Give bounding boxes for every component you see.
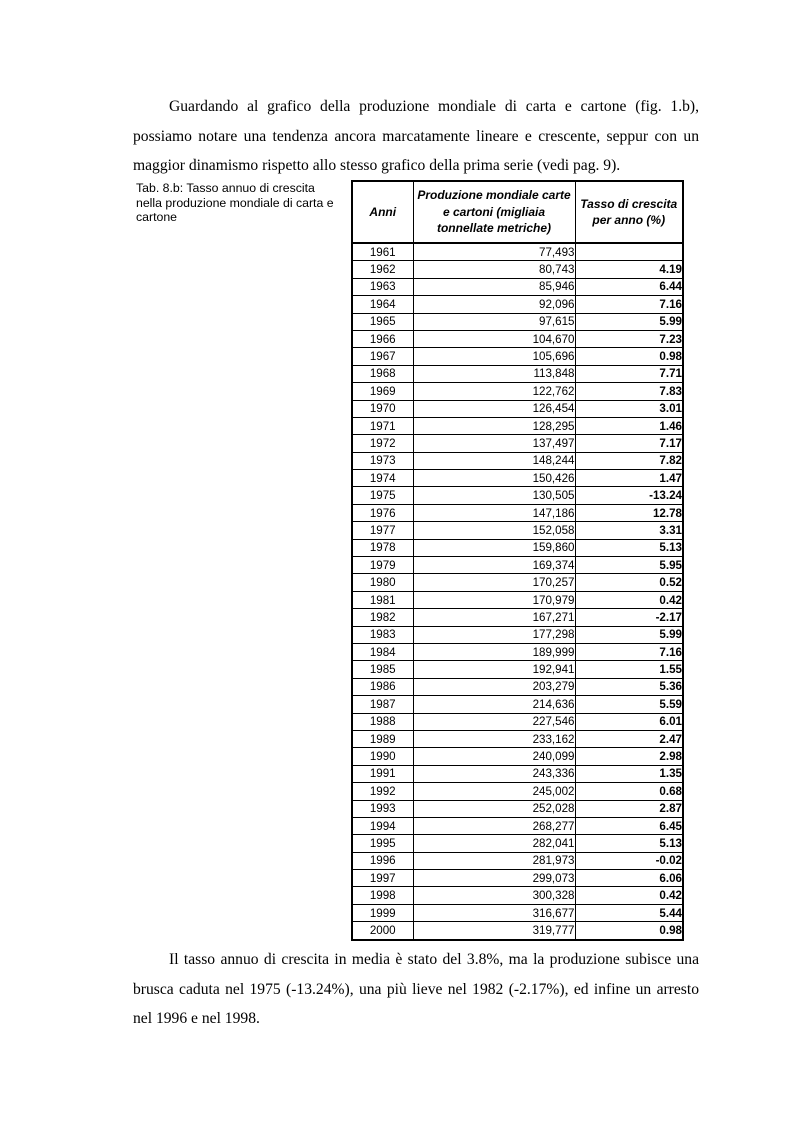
production-cell: 126,454 bbox=[413, 400, 575, 417]
growth-rate-cell: 6.06 bbox=[575, 870, 683, 887]
growth-rate-cell: 12.78 bbox=[575, 504, 683, 521]
intro-paragraph-text: Guardando al grafico della produzione mondiale di carta e cartone (fig. 1.b), possiamo notare una tendenza ancora marcatamente lineare e crescente, seppur con un maggior dinamismo rispetto allo stesso grafico della prima serie (vedi pag. 9). bbox=[133, 98, 699, 174]
header-production: Produzione mondiale carte e cartoni (migliaia tonnellate metriche) bbox=[413, 181, 575, 243]
production-cell: 299,073 bbox=[413, 870, 575, 887]
year-cell: 1971 bbox=[352, 417, 413, 434]
production-cell: 128,295 bbox=[413, 417, 575, 434]
table-row bbox=[352, 887, 683, 904]
year-cell: 1975 bbox=[352, 487, 413, 504]
year-cell: 1969 bbox=[352, 383, 413, 400]
year-cell: 1989 bbox=[352, 730, 413, 747]
growth-rate-cell: 4.19 bbox=[575, 261, 683, 278]
table-row bbox=[352, 748, 683, 765]
production-cell: 316,677 bbox=[413, 904, 575, 921]
growth-rate-cell: -13.24 bbox=[575, 487, 683, 504]
year-cell: 1990 bbox=[352, 748, 413, 765]
year-cell: 1980 bbox=[352, 574, 413, 591]
year-cell: 1976 bbox=[352, 504, 413, 521]
year-cell: 1988 bbox=[352, 713, 413, 730]
year-cell: 1972 bbox=[352, 435, 413, 452]
table-body bbox=[352, 243, 683, 940]
table-row bbox=[352, 713, 683, 730]
growth-rate-cell: 6.45 bbox=[575, 817, 683, 834]
table-row bbox=[352, 904, 683, 921]
growth-rate-cell: 2.98 bbox=[575, 748, 683, 765]
production-cell: 122,762 bbox=[413, 383, 575, 400]
year-cell: 1968 bbox=[352, 365, 413, 382]
growth-rate-cell: 5.99 bbox=[575, 626, 683, 643]
growth-rate-cell: 1.47 bbox=[575, 470, 683, 487]
production-cell: 282,041 bbox=[413, 835, 575, 852]
growth-rate-cell: 6.44 bbox=[575, 278, 683, 295]
year-cell: 1974 bbox=[352, 470, 413, 487]
production-cell: 152,058 bbox=[413, 522, 575, 539]
production-cell: 170,979 bbox=[413, 591, 575, 608]
growth-rate-cell: 7.83 bbox=[575, 383, 683, 400]
growth-rate-cell: 0.98 bbox=[575, 922, 683, 940]
year-cell: 1964 bbox=[352, 296, 413, 313]
production-cell: 97,615 bbox=[413, 313, 575, 330]
year-cell: 1978 bbox=[352, 539, 413, 556]
table-row bbox=[352, 643, 683, 660]
year-cell: 1997 bbox=[352, 870, 413, 887]
growth-rate-cell: 7.82 bbox=[575, 452, 683, 469]
year-cell: 1995 bbox=[352, 835, 413, 852]
production-cell: 177,298 bbox=[413, 626, 575, 643]
year-cell: 1991 bbox=[352, 765, 413, 782]
production-cell: 150,426 bbox=[413, 470, 575, 487]
production-cell: 268,277 bbox=[413, 817, 575, 834]
year-cell: 1999 bbox=[352, 904, 413, 921]
production-table bbox=[351, 180, 684, 941]
year-cell: 1973 bbox=[352, 452, 413, 469]
year-cell: 1983 bbox=[352, 626, 413, 643]
production-cell: 300,328 bbox=[413, 887, 575, 904]
production-cell: 245,002 bbox=[413, 783, 575, 800]
production-cell: 170,257 bbox=[413, 574, 575, 591]
growth-rate-cell: -2.17 bbox=[575, 609, 683, 626]
growth-rate-cell: 0.52 bbox=[575, 574, 683, 591]
production-cell: 92,096 bbox=[413, 296, 575, 313]
table-caption: Tab. 8.b: Tasso annuo di crescita nella produzione mondiale di carta e cartone bbox=[136, 181, 334, 224]
table-row bbox=[352, 261, 683, 278]
growth-rate-cell: 0.42 bbox=[575, 591, 683, 608]
growth-rate-cell: 5.44 bbox=[575, 904, 683, 921]
growth-rate-cell: 1.35 bbox=[575, 765, 683, 782]
table-row bbox=[352, 435, 683, 452]
table-row bbox=[352, 835, 683, 852]
year-cell: 1977 bbox=[352, 522, 413, 539]
table-row bbox=[352, 487, 683, 504]
table-row bbox=[352, 852, 683, 869]
production-cell: 137,497 bbox=[413, 435, 575, 452]
growth-rate-cell: 2.47 bbox=[575, 730, 683, 747]
year-cell: 1998 bbox=[352, 887, 413, 904]
table-row bbox=[352, 730, 683, 747]
production-cell: 130,505 bbox=[413, 487, 575, 504]
year-cell: 1992 bbox=[352, 783, 413, 800]
year-cell: 1993 bbox=[352, 800, 413, 817]
production-cell: 233,162 bbox=[413, 730, 575, 747]
header-years: Anni bbox=[352, 181, 413, 243]
growth-rate-cell: 6.01 bbox=[575, 713, 683, 730]
growth-rate-cell: 5.36 bbox=[575, 678, 683, 695]
growth-rate-cell: 5.59 bbox=[575, 696, 683, 713]
conclusion-paragraph-text: Il tasso annuo di crescita in media è stato del 3.8%, ma la produzione subisce una brusca caduta nel 1975 (-13.24%), una più lieve nel 1982 (-2.17%), ed infine un arresto nel 1996 e nel 1998. bbox=[133, 951, 699, 1027]
year-cell: 1987 bbox=[352, 696, 413, 713]
production-cell: 281,973 bbox=[413, 852, 575, 869]
production-cell: 203,279 bbox=[413, 678, 575, 695]
intro-paragraph bbox=[133, 92, 699, 181]
production-cell: 227,546 bbox=[413, 713, 575, 730]
growth-rate-cell bbox=[575, 243, 683, 261]
growth-rate-cell: 7.17 bbox=[575, 435, 683, 452]
year-cell: 1961 bbox=[352, 243, 413, 261]
growth-rate-cell: 2.87 bbox=[575, 800, 683, 817]
table-row bbox=[352, 626, 683, 643]
table-row bbox=[352, 470, 683, 487]
production-cell: 243,336 bbox=[413, 765, 575, 782]
table-row bbox=[352, 400, 683, 417]
growth-rate-cell: 1.46 bbox=[575, 417, 683, 434]
table-row bbox=[352, 870, 683, 887]
year-cell: 1965 bbox=[352, 313, 413, 330]
table-row bbox=[352, 817, 683, 834]
production-cell: 189,999 bbox=[413, 643, 575, 660]
production-cell: 169,374 bbox=[413, 557, 575, 574]
table-row bbox=[352, 348, 683, 365]
year-cell: 1979 bbox=[352, 557, 413, 574]
year-cell: 1996 bbox=[352, 852, 413, 869]
production-cell: 105,696 bbox=[413, 348, 575, 365]
production-cell: 252,028 bbox=[413, 800, 575, 817]
header-growth-rate: Tasso di crescita per anno (%) bbox=[575, 181, 683, 243]
table-row bbox=[352, 574, 683, 591]
growth-rate-cell: 7.71 bbox=[575, 365, 683, 382]
conclusion-paragraph bbox=[133, 945, 699, 1034]
year-cell: 1994 bbox=[352, 817, 413, 834]
year-cell: 1982 bbox=[352, 609, 413, 626]
table-row bbox=[352, 243, 683, 261]
table-row bbox=[352, 678, 683, 695]
year-cell: 2000 bbox=[352, 922, 413, 940]
table-row bbox=[352, 452, 683, 469]
table-row bbox=[352, 417, 683, 434]
growth-rate-cell: 0.68 bbox=[575, 783, 683, 800]
growth-rate-cell: 0.42 bbox=[575, 887, 683, 904]
growth-rate-cell: -0.02 bbox=[575, 852, 683, 869]
table-row bbox=[352, 296, 683, 313]
production-cell: 167,271 bbox=[413, 609, 575, 626]
table-row bbox=[352, 313, 683, 330]
table-row bbox=[352, 765, 683, 782]
year-cell: 1984 bbox=[352, 643, 413, 660]
table-row bbox=[352, 591, 683, 608]
production-cell: 192,941 bbox=[413, 661, 575, 678]
table-row bbox=[352, 696, 683, 713]
production-cell: 147,186 bbox=[413, 504, 575, 521]
table-row bbox=[352, 557, 683, 574]
growth-rate-cell: 5.13 bbox=[575, 539, 683, 556]
growth-rate-cell: 3.01 bbox=[575, 400, 683, 417]
year-cell: 1981 bbox=[352, 591, 413, 608]
table-row bbox=[352, 504, 683, 521]
growth-rate-cell: 7.23 bbox=[575, 330, 683, 347]
table-header-row bbox=[352, 181, 683, 243]
growth-rate-cell: 5.13 bbox=[575, 835, 683, 852]
growth-rate-cell: 5.99 bbox=[575, 313, 683, 330]
year-cell: 1963 bbox=[352, 278, 413, 295]
year-cell: 1986 bbox=[352, 678, 413, 695]
growth-rate-cell: 1.55 bbox=[575, 661, 683, 678]
production-cell: 148,244 bbox=[413, 452, 575, 469]
production-cell: 113,848 bbox=[413, 365, 575, 382]
table-row bbox=[352, 783, 683, 800]
production-cell: 159,860 bbox=[413, 539, 575, 556]
table-row bbox=[352, 922, 683, 940]
table-row bbox=[352, 330, 683, 347]
growth-rate-cell: 7.16 bbox=[575, 296, 683, 313]
production-cell: 80,743 bbox=[413, 261, 575, 278]
production-cell: 77,493 bbox=[413, 243, 575, 261]
year-cell: 1985 bbox=[352, 661, 413, 678]
year-cell: 1970 bbox=[352, 400, 413, 417]
year-cell: 1967 bbox=[352, 348, 413, 365]
year-cell: 1966 bbox=[352, 330, 413, 347]
table-row bbox=[352, 383, 683, 400]
table-row bbox=[352, 539, 683, 556]
production-cell: 319,777 bbox=[413, 922, 575, 940]
table-row bbox=[352, 800, 683, 817]
table-row bbox=[352, 522, 683, 539]
table-row bbox=[352, 661, 683, 678]
production-cell: 240,099 bbox=[413, 748, 575, 765]
year-cell: 1962 bbox=[352, 261, 413, 278]
growth-rate-cell: 5.95 bbox=[575, 557, 683, 574]
table-row bbox=[352, 609, 683, 626]
growth-rate-cell: 3.31 bbox=[575, 522, 683, 539]
growth-rate-cell: 0.98 bbox=[575, 348, 683, 365]
growth-rate-cell: 7.16 bbox=[575, 643, 683, 660]
table-row bbox=[352, 278, 683, 295]
production-cell: 214,636 bbox=[413, 696, 575, 713]
table-row bbox=[352, 365, 683, 382]
production-cell: 85,946 bbox=[413, 278, 575, 295]
production-cell: 104,670 bbox=[413, 330, 575, 347]
